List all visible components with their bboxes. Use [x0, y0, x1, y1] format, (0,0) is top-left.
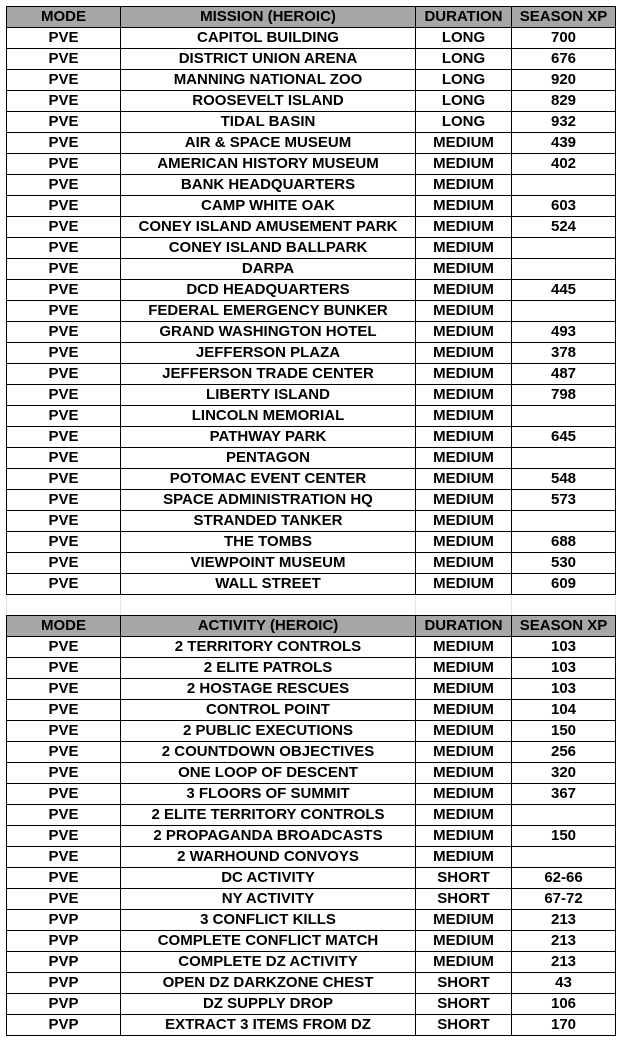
table-row: [7, 931, 616, 952]
duration-cell: MEDIUM: [416, 280, 512, 301]
mode-cell: PVE: [7, 658, 121, 679]
season-xp-cell: 402: [512, 154, 616, 175]
name-cell: 2 ELITE TERRITORY CONTROLS: [121, 805, 416, 826]
season-xp-cell: 548: [512, 469, 616, 490]
table-row: [7, 868, 616, 889]
mode-cell: PVE: [7, 175, 121, 196]
table-row: [7, 28, 616, 49]
duration-cell: MEDIUM: [416, 301, 512, 322]
duration-cell: SHORT: [416, 994, 512, 1015]
table-row: [7, 301, 616, 322]
header-row: [7, 616, 616, 637]
table-row: [7, 826, 616, 847]
table-row: [7, 847, 616, 868]
table-row: [7, 385, 616, 406]
table-row: [7, 742, 616, 763]
duration-cell: MEDIUM: [416, 952, 512, 973]
name-cell: POTOMAC EVENT CENTER: [121, 469, 416, 490]
table-row: [7, 952, 616, 973]
name-cell: ONE LOOP OF DESCENT: [121, 763, 416, 784]
season-xp-cell: 367: [512, 784, 616, 805]
table-row: [7, 343, 616, 364]
table-row: [7, 805, 616, 826]
name-cell: CONTROL POINT: [121, 700, 416, 721]
name-cell: 2 COUNTDOWN OBJECTIVES: [121, 742, 416, 763]
name-cell: LIBERTY ISLAND: [121, 385, 416, 406]
header-duration: DURATION: [416, 616, 512, 637]
table-row: [7, 637, 616, 658]
duration-cell: MEDIUM: [416, 532, 512, 553]
header-name: MISSION (HEROIC): [121, 7, 416, 28]
mode-cell: PVE: [7, 385, 121, 406]
name-cell: AIR & SPACE MUSEUM: [121, 133, 416, 154]
mode-cell: PVP: [7, 994, 121, 1015]
duration-cell: MEDIUM: [416, 574, 512, 595]
table-row: [7, 973, 616, 994]
name-cell: VIEWPOINT MUSEUM: [121, 553, 416, 574]
duration-cell: LONG: [416, 28, 512, 49]
table-row: [7, 490, 616, 511]
name-cell: TIDAL BASIN: [121, 112, 416, 133]
table-row: [7, 910, 616, 931]
mode-cell: PVE: [7, 280, 121, 301]
table-row: [7, 532, 616, 553]
mode-cell: PVE: [7, 322, 121, 343]
duration-cell: MEDIUM: [416, 217, 512, 238]
season-xp-cell: [512, 805, 616, 826]
mode-cell: PVE: [7, 553, 121, 574]
mode-cell: PVE: [7, 112, 121, 133]
duration-cell: MEDIUM: [416, 511, 512, 532]
duration-cell: LONG: [416, 91, 512, 112]
season-xp-cell: 676: [512, 49, 616, 70]
table-row: [7, 889, 616, 910]
table-row: [7, 511, 616, 532]
name-cell: DZ SUPPLY DROP: [121, 994, 416, 1015]
name-cell: CONEY ISLAND AMUSEMENT PARK: [121, 217, 416, 238]
name-cell: DISTRICT UNION ARENA: [121, 49, 416, 70]
mode-cell: PVE: [7, 238, 121, 259]
season-xp-cell: [512, 301, 616, 322]
season-xp-cell: 213: [512, 910, 616, 931]
name-cell: DARPA: [121, 259, 416, 280]
mode-cell: PVE: [7, 532, 121, 553]
season-xp-cell: 493: [512, 322, 616, 343]
name-cell: NY ACTIVITY: [121, 889, 416, 910]
season-xp-cell: [512, 175, 616, 196]
duration-cell: SHORT: [416, 889, 512, 910]
duration-cell: LONG: [416, 49, 512, 70]
name-cell: THE TOMBS: [121, 532, 416, 553]
season-xp-cell: 150: [512, 721, 616, 742]
name-cell: 2 HOSTAGE RESCUES: [121, 679, 416, 700]
duration-cell: MEDIUM: [416, 742, 512, 763]
duration-cell: MEDIUM: [416, 637, 512, 658]
mode-cell: PVE: [7, 700, 121, 721]
duration-cell: MEDIUM: [416, 154, 512, 175]
name-cell: 2 ELITE PATROLS: [121, 658, 416, 679]
mode-cell: PVE: [7, 133, 121, 154]
mode-cell: PVE: [7, 868, 121, 889]
season-xp-cell: 609: [512, 574, 616, 595]
name-cell: AMERICAN HISTORY MUSEUM: [121, 154, 416, 175]
header-mode: MODE: [7, 616, 121, 637]
season-xp-cell: 645: [512, 427, 616, 448]
season-xp-cell: [512, 511, 616, 532]
mode-cell: PVE: [7, 637, 121, 658]
duration-cell: SHORT: [416, 1015, 512, 1036]
season-xp-cell: 43: [512, 973, 616, 994]
name-cell: 3 CONFLICT KILLS: [121, 910, 416, 931]
name-cell: 2 TERRITORY CONTROLS: [121, 637, 416, 658]
header-duration: DURATION: [416, 7, 512, 28]
name-cell: 3 FLOORS OF SUMMIT: [121, 784, 416, 805]
table-row: [7, 196, 616, 217]
name-cell: PATHWAY PARK: [121, 427, 416, 448]
name-cell: COMPLETE DZ ACTIVITY: [121, 952, 416, 973]
duration-cell: MEDIUM: [416, 721, 512, 742]
mode-cell: PVE: [7, 889, 121, 910]
season-xp-cell: 700: [512, 28, 616, 49]
season-xp-cell: 378: [512, 343, 616, 364]
mode-cell: PVE: [7, 70, 121, 91]
duration-cell: MEDIUM: [416, 847, 512, 868]
mode-cell: PVE: [7, 742, 121, 763]
duration-cell: MEDIUM: [416, 700, 512, 721]
season-xp-cell: 573: [512, 490, 616, 511]
table-row: [7, 763, 616, 784]
mode-cell: PVE: [7, 49, 121, 70]
table-row: [7, 1015, 616, 1036]
duration-cell: MEDIUM: [416, 490, 512, 511]
table-spacer: [0, 595, 622, 615]
name-cell: CAPITOL BUILDING: [121, 28, 416, 49]
duration-cell: MEDIUM: [416, 448, 512, 469]
name-cell: EXTRACT 3 ITEMS FROM DZ: [121, 1015, 416, 1036]
duration-cell: MEDIUM: [416, 658, 512, 679]
duration-cell: MEDIUM: [416, 910, 512, 931]
season-xp-cell: 798: [512, 385, 616, 406]
name-cell: DCD HEADQUARTERS: [121, 280, 416, 301]
season-xp-cell: 170: [512, 1015, 616, 1036]
duration-cell: MEDIUM: [416, 406, 512, 427]
duration-cell: MEDIUM: [416, 553, 512, 574]
mode-cell: PVE: [7, 826, 121, 847]
name-cell: JEFFERSON TRADE CENTER: [121, 364, 416, 385]
table-row: [7, 553, 616, 574]
season-xp-cell: [512, 238, 616, 259]
duration-cell: MEDIUM: [416, 259, 512, 280]
mode-cell: PVE: [7, 196, 121, 217]
table-row: [7, 700, 616, 721]
mode-cell: PVE: [7, 574, 121, 595]
season-xp-cell: 213: [512, 952, 616, 973]
table-row: [7, 238, 616, 259]
season-xp-cell: 920: [512, 70, 616, 91]
name-cell: FEDERAL EMERGENCY BUNKER: [121, 301, 416, 322]
table-row: [7, 70, 616, 91]
name-cell: DC ACTIVITY: [121, 868, 416, 889]
mode-cell: PVE: [7, 721, 121, 742]
duration-cell: MEDIUM: [416, 763, 512, 784]
mode-cell: PVE: [7, 805, 121, 826]
season-xp-cell: 67-72: [512, 889, 616, 910]
name-cell: WALL STREET: [121, 574, 416, 595]
mode-cell: PVE: [7, 679, 121, 700]
name-cell: 2 PROPAGANDA BROADCASTS: [121, 826, 416, 847]
mode-cell: PVE: [7, 28, 121, 49]
duration-cell: MEDIUM: [416, 931, 512, 952]
name-cell: SPACE ADMINISTRATION HQ: [121, 490, 416, 511]
season-xp-cell: 106: [512, 994, 616, 1015]
mode-cell: PVE: [7, 469, 121, 490]
table-row: [7, 448, 616, 469]
duration-cell: MEDIUM: [416, 322, 512, 343]
name-cell: LINCOLN MEMORIAL: [121, 406, 416, 427]
season-xp-cell: 103: [512, 637, 616, 658]
duration-cell: MEDIUM: [416, 784, 512, 805]
duration-cell: MEDIUM: [416, 175, 512, 196]
season-xp-cell: 150: [512, 826, 616, 847]
table-row: [7, 259, 616, 280]
mode-cell: PVE: [7, 427, 121, 448]
name-cell: CONEY ISLAND BALLPARK: [121, 238, 416, 259]
season-xp-cell: 213: [512, 931, 616, 952]
header-season-xp: SEASON XP: [512, 7, 616, 28]
table-row: [7, 133, 616, 154]
name-cell: CAMP WHITE OAK: [121, 196, 416, 217]
name-cell: PENTAGON: [121, 448, 416, 469]
header-season-xp: SEASON XP: [512, 616, 616, 637]
table-row: [7, 154, 616, 175]
duration-cell: LONG: [416, 112, 512, 133]
season-xp-cell: 439: [512, 133, 616, 154]
season-xp-cell: 932: [512, 112, 616, 133]
season-xp-cell: 688: [512, 532, 616, 553]
table-row: [7, 427, 616, 448]
mode-cell: PVE: [7, 364, 121, 385]
mode-cell: PVP: [7, 973, 121, 994]
table-row: [7, 217, 616, 238]
table-row: [7, 364, 616, 385]
season-xp-cell: 524: [512, 217, 616, 238]
mode-cell: PVE: [7, 301, 121, 322]
table-row: [7, 679, 616, 700]
mode-cell: PVE: [7, 91, 121, 112]
season-xp-cell: 530: [512, 553, 616, 574]
name-cell: 2 PUBLIC EXECUTIONS: [121, 721, 416, 742]
name-cell: JEFFERSON PLAZA: [121, 343, 416, 364]
table-row: [7, 994, 616, 1015]
table-row: [7, 112, 616, 133]
season-xp-cell: 103: [512, 658, 616, 679]
duration-cell: MEDIUM: [416, 385, 512, 406]
table-row: [7, 175, 616, 196]
table-row: [7, 322, 616, 343]
mode-cell: PVE: [7, 784, 121, 805]
mode-cell: PVE: [7, 154, 121, 175]
name-cell: BANK HEADQUARTERS: [121, 175, 416, 196]
mode-cell: PVE: [7, 511, 121, 532]
table-row: [7, 406, 616, 427]
duration-cell: LONG: [416, 70, 512, 91]
header-name: ACTIVITY (HEROIC): [121, 616, 416, 637]
duration-cell: MEDIUM: [416, 196, 512, 217]
duration-cell: MEDIUM: [416, 238, 512, 259]
duration-cell: SHORT: [416, 973, 512, 994]
season-xp-cell: 320: [512, 763, 616, 784]
name-cell: STRANDED TANKER: [121, 511, 416, 532]
mode-cell: PVE: [7, 448, 121, 469]
duration-cell: MEDIUM: [416, 469, 512, 490]
missions-table: [6, 6, 616, 595]
mode-cell: PVE: [7, 490, 121, 511]
mode-cell: PVE: [7, 217, 121, 238]
mode-cell: PVP: [7, 931, 121, 952]
table-row: [7, 784, 616, 805]
name-cell: ROOSEVELT ISLAND: [121, 91, 416, 112]
mode-cell: PVE: [7, 847, 121, 868]
season-xp-cell: 603: [512, 196, 616, 217]
duration-cell: MEDIUM: [416, 679, 512, 700]
name-cell: GRAND WASHINGTON HOTEL: [121, 322, 416, 343]
season-xp-cell: 829: [512, 91, 616, 112]
mode-cell: PVE: [7, 763, 121, 784]
season-xp-cell: 62-66: [512, 868, 616, 889]
name-cell: 2 WARHOUND CONVOYS: [121, 847, 416, 868]
season-xp-cell: [512, 847, 616, 868]
season-xp-cell: [512, 259, 616, 280]
table-row: [7, 469, 616, 490]
season-xp-cell: 256: [512, 742, 616, 763]
mode-cell: PVP: [7, 910, 121, 931]
mode-cell: PVP: [7, 952, 121, 973]
mode-cell: PVE: [7, 343, 121, 364]
season-xp-cell: [512, 406, 616, 427]
table-row: [7, 574, 616, 595]
activities-table: [6, 615, 616, 1036]
table-row: [7, 658, 616, 679]
table-row: [7, 721, 616, 742]
mode-cell: PVE: [7, 259, 121, 280]
table-row: [7, 49, 616, 70]
duration-cell: MEDIUM: [416, 427, 512, 448]
season-xp-cell: 445: [512, 280, 616, 301]
header-row: [7, 7, 616, 28]
duration-cell: MEDIUM: [416, 364, 512, 385]
mode-cell: PVP: [7, 1015, 121, 1036]
name-cell: COMPLETE CONFLICT MATCH: [121, 931, 416, 952]
duration-cell: MEDIUM: [416, 343, 512, 364]
season-xp-cell: 103: [512, 679, 616, 700]
table-row: [7, 280, 616, 301]
mode-cell: PVE: [7, 406, 121, 427]
season-xp-cell: 104: [512, 700, 616, 721]
duration-cell: SHORT: [416, 868, 512, 889]
name-cell: OPEN DZ DARKZONE CHEST: [121, 973, 416, 994]
duration-cell: MEDIUM: [416, 805, 512, 826]
name-cell: MANNING NATIONAL ZOO: [121, 70, 416, 91]
duration-cell: MEDIUM: [416, 826, 512, 847]
season-xp-cell: [512, 448, 616, 469]
season-xp-cell: 487: [512, 364, 616, 385]
table-row: [7, 91, 616, 112]
duration-cell: MEDIUM: [416, 133, 512, 154]
header-mode: MODE: [7, 7, 121, 28]
